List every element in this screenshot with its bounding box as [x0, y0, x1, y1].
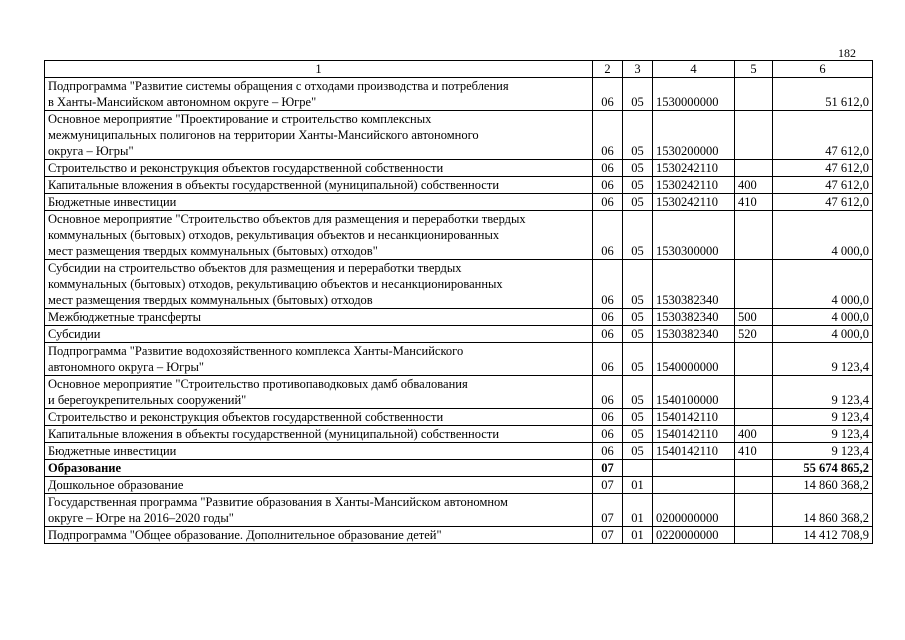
subsection-code-cell: 05 — [623, 443, 653, 460]
section-code-cell: 06 — [593, 260, 623, 309]
subsection-code-cell: 05 — [623, 343, 653, 376]
table-row — [45, 194, 873, 211]
expense-type-cell: 410 — [735, 194, 773, 211]
expense-type-cell — [735, 111, 773, 160]
subsection-code-cell: 01 — [623, 477, 653, 494]
target-article-cell: 1530382340 — [653, 326, 735, 343]
row-name-cell: Межбюджетные трансферты — [45, 309, 593, 326]
section-code-cell: 06 — [593, 326, 623, 343]
table-row — [45, 111, 873, 160]
subsection-code-cell: 05 — [623, 409, 653, 426]
header-cell: 4 — [653, 61, 735, 78]
section-code-cell: 06 — [593, 309, 623, 326]
header-cell: 3 — [623, 61, 653, 78]
table-row — [45, 177, 873, 194]
table-row — [45, 326, 873, 343]
subsection-code-cell: 05 — [623, 426, 653, 443]
amount-cell: 47 612,0 — [773, 160, 873, 177]
header-row — [45, 61, 873, 78]
section-code-cell: 07 — [593, 527, 623, 544]
table-row — [45, 527, 873, 544]
row-name-cell: Подпрограмма "Общее образование. Дополнительное образование детей" — [45, 527, 593, 544]
row-name-cell: Государственная программа "Развитие образования в Ханты-Мансийском автономном округе – Югре на 2016–2020 годы" — [45, 494, 593, 527]
expense-type-cell — [735, 409, 773, 426]
amount-cell: 51 612,0 — [773, 78, 873, 111]
table-row — [45, 160, 873, 177]
expense-type-cell — [735, 460, 773, 477]
amount-cell: 9 123,4 — [773, 376, 873, 409]
section-code-cell: 06 — [593, 343, 623, 376]
target-article-cell: 1530382340 — [653, 309, 735, 326]
section-code-cell: 06 — [593, 78, 623, 111]
expense-type-cell — [735, 477, 773, 494]
expense-type-cell — [735, 78, 773, 111]
row-name-cell: Основное мероприятие "Проектирование и строительство комплексных межмуниципальных полигонов на территории Ханты-Мансийского автономного округа – Югры" — [45, 111, 593, 160]
table-row — [45, 477, 873, 494]
section-code-cell: 06 — [593, 160, 623, 177]
subsection-code-cell: 01 — [623, 494, 653, 527]
section-code-cell: 06 — [593, 376, 623, 409]
row-name-cell: Подпрограмма "Развитие водохозяйственного комплекса Ханты-Мансийского автономного округа – Югры" — [45, 343, 593, 376]
expense-type-cell — [735, 527, 773, 544]
section-code-cell: 06 — [593, 111, 623, 160]
amount-cell: 4 000,0 — [773, 309, 873, 326]
table-row — [45, 260, 873, 309]
table-row — [45, 409, 873, 426]
amount-cell: 9 123,4 — [773, 426, 873, 443]
subsection-code-cell: 05 — [623, 211, 653, 260]
amount-cell: 9 123,4 — [773, 343, 873, 376]
row-name-cell: Капитальные вложения в объекты государственной (муниципальной) собственности — [45, 426, 593, 443]
target-article-cell: 1530242110 — [653, 177, 735, 194]
row-name-cell: Основное мероприятие "Строительство противопаводковых дамб обвалования и берегоукрепительных сооружений" — [45, 376, 593, 409]
section-code-cell: 06 — [593, 426, 623, 443]
target-article-cell: 1530000000 — [653, 78, 735, 111]
expense-type-cell: 400 — [735, 426, 773, 443]
row-name-cell: Бюджетные инвестиции — [45, 194, 593, 211]
target-article-cell: 1530300000 — [653, 211, 735, 260]
expense-type-cell: 500 — [735, 309, 773, 326]
row-name-cell: Подпрограмма "Развитие системы обращения с отходами производства и потребления в Ханты-Мансийском автономном округе – Югре" — [45, 78, 593, 111]
section-code-cell: 06 — [593, 211, 623, 260]
section-code-cell: 07 — [593, 460, 623, 477]
amount-cell: 47 612,0 — [773, 177, 873, 194]
target-article-cell: 1540142110 — [653, 409, 735, 426]
target-article-cell: 0200000000 — [653, 494, 735, 527]
row-name-cell: Строительство и реконструкция объектов государственной собственности — [45, 160, 593, 177]
row-name-cell: Дошкольное образование — [45, 477, 593, 494]
header-cell: 1 — [45, 61, 593, 78]
target-article-cell: 1540142110 — [653, 426, 735, 443]
table-row — [45, 460, 873, 477]
table-row — [45, 443, 873, 460]
expense-type-cell — [735, 343, 773, 376]
section-code-cell: 06 — [593, 409, 623, 426]
amount-cell: 55 674 865,2 — [773, 460, 873, 477]
expense-type-cell: 410 — [735, 443, 773, 460]
target-article-cell: 0220000000 — [653, 527, 735, 544]
section-code-cell: 07 — [593, 494, 623, 527]
expense-type-cell: 520 — [735, 326, 773, 343]
table-row — [45, 426, 873, 443]
header-cell: 6 — [773, 61, 873, 78]
row-name-cell: Строительство и реконструкция объектов государственной собственности — [45, 409, 593, 426]
row-name-cell: Бюджетные инвестиции — [45, 443, 593, 460]
row-name-cell: Субсидии на строительство объектов для размещения и переработки твердых коммунальных (бытовых) отходов, рекультивацию объектов и несанкционированных мест размещения твердых коммунальных (бытовых) отходов — [45, 260, 593, 309]
header-cell: 2 — [593, 61, 623, 78]
amount-cell: 9 123,4 — [773, 409, 873, 426]
target-article-cell: 1530382340 — [653, 260, 735, 309]
subsection-code-cell: 05 — [623, 78, 653, 111]
section-code-cell: 07 — [593, 477, 623, 494]
row-name-cell: Капитальные вложения в объекты государственной (муниципальной) собственности — [45, 177, 593, 194]
subsection-code-cell: 05 — [623, 326, 653, 343]
header-cell: 5 — [735, 61, 773, 78]
table-body — [45, 61, 873, 544]
section-code-cell: 06 — [593, 194, 623, 211]
section-code-cell: 06 — [593, 177, 623, 194]
budget-table — [44, 60, 873, 544]
amount-cell: 9 123,4 — [773, 443, 873, 460]
row-name-cell: Субсидии — [45, 326, 593, 343]
subsection-code-cell — [623, 460, 653, 477]
subsection-code-cell: 05 — [623, 194, 653, 211]
subsection-code-cell: 01 — [623, 527, 653, 544]
amount-cell: 47 612,0 — [773, 111, 873, 160]
target-article-cell: 1540100000 — [653, 376, 735, 409]
target-article-cell: 1530242110 — [653, 194, 735, 211]
expense-type-cell: 400 — [735, 177, 773, 194]
expense-type-cell — [735, 160, 773, 177]
row-name-cell: Основное мероприятие "Строительство объектов для размещения и переработки твердых коммунальных (бытовых) отходов, рекультивация объектов и несанкционированных мест размещения твердых коммунальных (бытовых) отходов" — [45, 211, 593, 260]
target-article-cell: 1530200000 — [653, 111, 735, 160]
expense-type-cell — [735, 260, 773, 309]
amount-cell: 4 000,0 — [773, 211, 873, 260]
subsection-code-cell: 05 — [623, 160, 653, 177]
target-article-cell: 1540000000 — [653, 343, 735, 376]
table-row — [45, 343, 873, 376]
amount-cell: 14 860 368,2 — [773, 494, 873, 527]
subsection-code-cell: 05 — [623, 309, 653, 326]
target-article-cell — [653, 460, 735, 477]
page-number: 182 — [838, 46, 856, 60]
amount-cell: 14 412 708,9 — [773, 527, 873, 544]
expense-type-cell — [735, 494, 773, 527]
expense-type-cell — [735, 376, 773, 409]
amount-cell: 47 612,0 — [773, 194, 873, 211]
section-code-cell: 06 — [593, 443, 623, 460]
subsection-code-cell: 05 — [623, 177, 653, 194]
amount-cell: 14 860 368,2 — [773, 477, 873, 494]
subsection-code-cell: 05 — [623, 260, 653, 309]
row-name-cell: Образование — [45, 460, 593, 477]
table-row — [45, 78, 873, 111]
target-article-cell — [653, 477, 735, 494]
expense-type-cell — [735, 211, 773, 260]
amount-cell: 4 000,0 — [773, 260, 873, 309]
subsection-code-cell: 05 — [623, 111, 653, 160]
table-row — [45, 309, 873, 326]
target-article-cell: 1530242110 — [653, 160, 735, 177]
table-row — [45, 211, 873, 260]
subsection-code-cell: 05 — [623, 376, 653, 409]
target-article-cell: 1540142110 — [653, 443, 735, 460]
table-row — [45, 376, 873, 409]
amount-cell: 4 000,0 — [773, 326, 873, 343]
table-row — [45, 494, 873, 527]
